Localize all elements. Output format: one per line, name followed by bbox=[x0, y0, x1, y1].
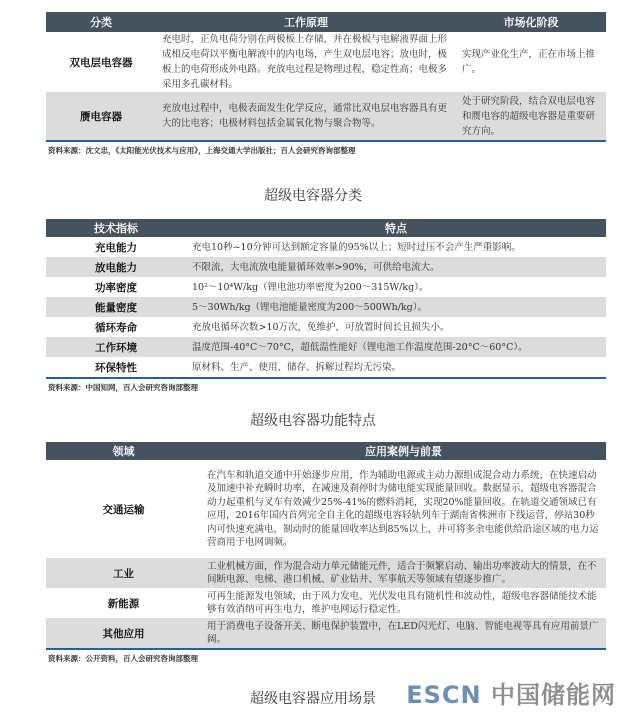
table2-caption: 超级电容器功能特点 bbox=[250, 413, 376, 429]
table2-bottom-rule bbox=[46, 377, 606, 379]
t2-row-desc: 10²～10⁴W/kg（锂电池功率密度为200～315W/kg）。 bbox=[192, 281, 429, 293]
t3-row-desc: 可再生能源发电领域，由于风力发电、光伏发电具有随机性和波动性，超级电容器储能技术能够有效消纳可再生电力，维护电网运行稳定性。 bbox=[207, 590, 597, 615]
table-row bbox=[46, 558, 606, 588]
table-row bbox=[46, 618, 606, 648]
table3-bottom-rule bbox=[46, 648, 606, 650]
t3-row-desc: 在汽车和轨道交通中开始逐步应用，作为辅助电源或主动力源组成混合动力系统，在快速启动及加速中补充瞬时功率，在减速及刹停时为储电能实现能量回收。数据显示，超级电容器混合动力起重机与叉车有效减少25%-41%的燃料消耗，实现20%能量回收。在轨道交通领域已有应用，2016年国内首列完全自主化的超级电容轻轨列车于湖南省株洲市下线运营，停站30秒内可快速充满电，制动时的能量回收率达到85%以上，并可将多余电能供给沿途区域的电力运营商用于电网调频。 bbox=[207, 469, 599, 548]
t2-header-feature: 特点 bbox=[186, 219, 606, 237]
table2 bbox=[46, 219, 606, 377]
table1-caption: 超级电容器分类 bbox=[264, 188, 362, 204]
t3-header-cases: 应用案例与前景 bbox=[201, 442, 606, 460]
t2-row-name: 放电能力 bbox=[95, 261, 137, 274]
table3-source: 资料来源：公开资料，百人会研究咨询部整理 bbox=[48, 654, 198, 663]
t2-row-desc: 原材料、生产、使用、储存、拆解过程均无污染。 bbox=[192, 361, 402, 373]
table-row bbox=[46, 588, 606, 618]
t3-row-name: 交通运输 bbox=[102, 503, 145, 516]
escn-logo bbox=[406, 675, 616, 710]
table3-caption: 超级电容器应用场景 bbox=[250, 691, 376, 707]
table1-source: 资料来源：沈文忠，《太阳能光伏技术与应用》，上海交通大学出版社；百人会研究咨询部整理 bbox=[48, 146, 356, 155]
table-row bbox=[46, 460, 606, 558]
table-row bbox=[46, 257, 606, 277]
t1-row-principle: 充电时，正负电荷分别在两极板上存储，并在极板与电解液界面上形成相反电荷以平衡电解液中的内电场，产生双电层电容；放电时，极板上的电荷形成外电路。充放电过程是物理过程，稳定性高；电极多采用多孔碳材料。 bbox=[162, 34, 448, 90]
t1-header-stage: 市场化阶段 bbox=[456, 12, 606, 32]
table-row bbox=[46, 32, 606, 92]
table2-block bbox=[46, 219, 606, 393]
t3-row-desc: 用于消费电子设备开关、断电保护装置中，在LED闪光灯、电脑、智能电视等具有应用前景广阔。 bbox=[207, 620, 599, 645]
t2-row-name: 循环寿命 bbox=[95, 321, 137, 334]
t2-row-desc: 不限流，大电流放电能量循环效率>90%，可供给电流大。 bbox=[192, 261, 440, 273]
t1-row-stage: 实现产业化生产，正在市场上推广。 bbox=[462, 49, 596, 75]
table-row bbox=[46, 237, 606, 257]
t2-row-desc: 5～30Wh/kg（锂电池能量密度为200～500Wh/kg）。 bbox=[192, 301, 427, 313]
t3-row-name: 工业 bbox=[113, 567, 134, 580]
t3-row-desc: 工业机械方面，作为混合动力单元储能元件，适合于频繁启动、输出功率波动大的情景，在不间断电源、电梯、港口机械、矿业钻井、军事航天等领域有望逐步推广。 bbox=[207, 560, 597, 585]
t3-row-name: 其他应用 bbox=[102, 627, 145, 640]
table3 bbox=[46, 442, 606, 648]
t2-row-desc: 充放电循环次数>10万次，免维护，可放置时间长且损失小。 bbox=[192, 321, 450, 333]
t2-row-name: 环保特性 bbox=[95, 361, 137, 374]
t1-header-category: 分类 bbox=[46, 12, 156, 32]
logo-cn: 中国储能网 bbox=[491, 681, 616, 709]
table-row bbox=[46, 92, 606, 140]
table-row bbox=[46, 297, 606, 317]
t2-row-desc: 充电10秒~10分钟可达到额定容量的95%以上；短时过压不会产生严重影响。 bbox=[192, 241, 521, 253]
t2-row-desc: 温度范围-40°C～70°C，超低温性能好（锂电池工作温度范围-20°C～60°C）。 bbox=[192, 341, 528, 353]
table-row bbox=[46, 317, 606, 337]
t1-row-name: 双电层电容器 bbox=[69, 56, 133, 69]
table-row bbox=[46, 357, 606, 377]
t2-row-name: 充电能力 bbox=[95, 241, 137, 254]
t2-row-name: 功率密度 bbox=[95, 281, 137, 294]
t2-row-name: 能量密度 bbox=[95, 301, 137, 314]
table3-block bbox=[46, 442, 606, 664]
table1 bbox=[46, 12, 606, 140]
t3-header-field: 领域 bbox=[46, 442, 201, 460]
t1-row-name: 赝电容器 bbox=[80, 110, 122, 123]
t1-row-stage: 处于研究阶段，结合双电层电容和赝电容的超级电容器是重要研究方向。 bbox=[462, 95, 596, 137]
t2-header-metric: 技术指标 bbox=[46, 219, 186, 237]
table-row bbox=[46, 277, 606, 297]
t1-row-principle: 充放电过程中，电极表面发生化学反应，通常比双电层电容器具有更大的比电容；电极材料包括金属氧化物与聚合物等。 bbox=[162, 103, 448, 129]
t2-row-name: 工作环境 bbox=[95, 341, 137, 354]
table2-source: 资料来源：中国知网，百人会研究咨询部整理 bbox=[48, 383, 198, 392]
table-row bbox=[46, 337, 606, 357]
t1-header-principle: 工作原理 bbox=[156, 12, 456, 32]
t3-row-name: 新能源 bbox=[107, 597, 140, 610]
table1-bottom-rule bbox=[46, 140, 606, 142]
logo-en: ESCN bbox=[406, 681, 482, 709]
table1-block bbox=[46, 12, 606, 156]
